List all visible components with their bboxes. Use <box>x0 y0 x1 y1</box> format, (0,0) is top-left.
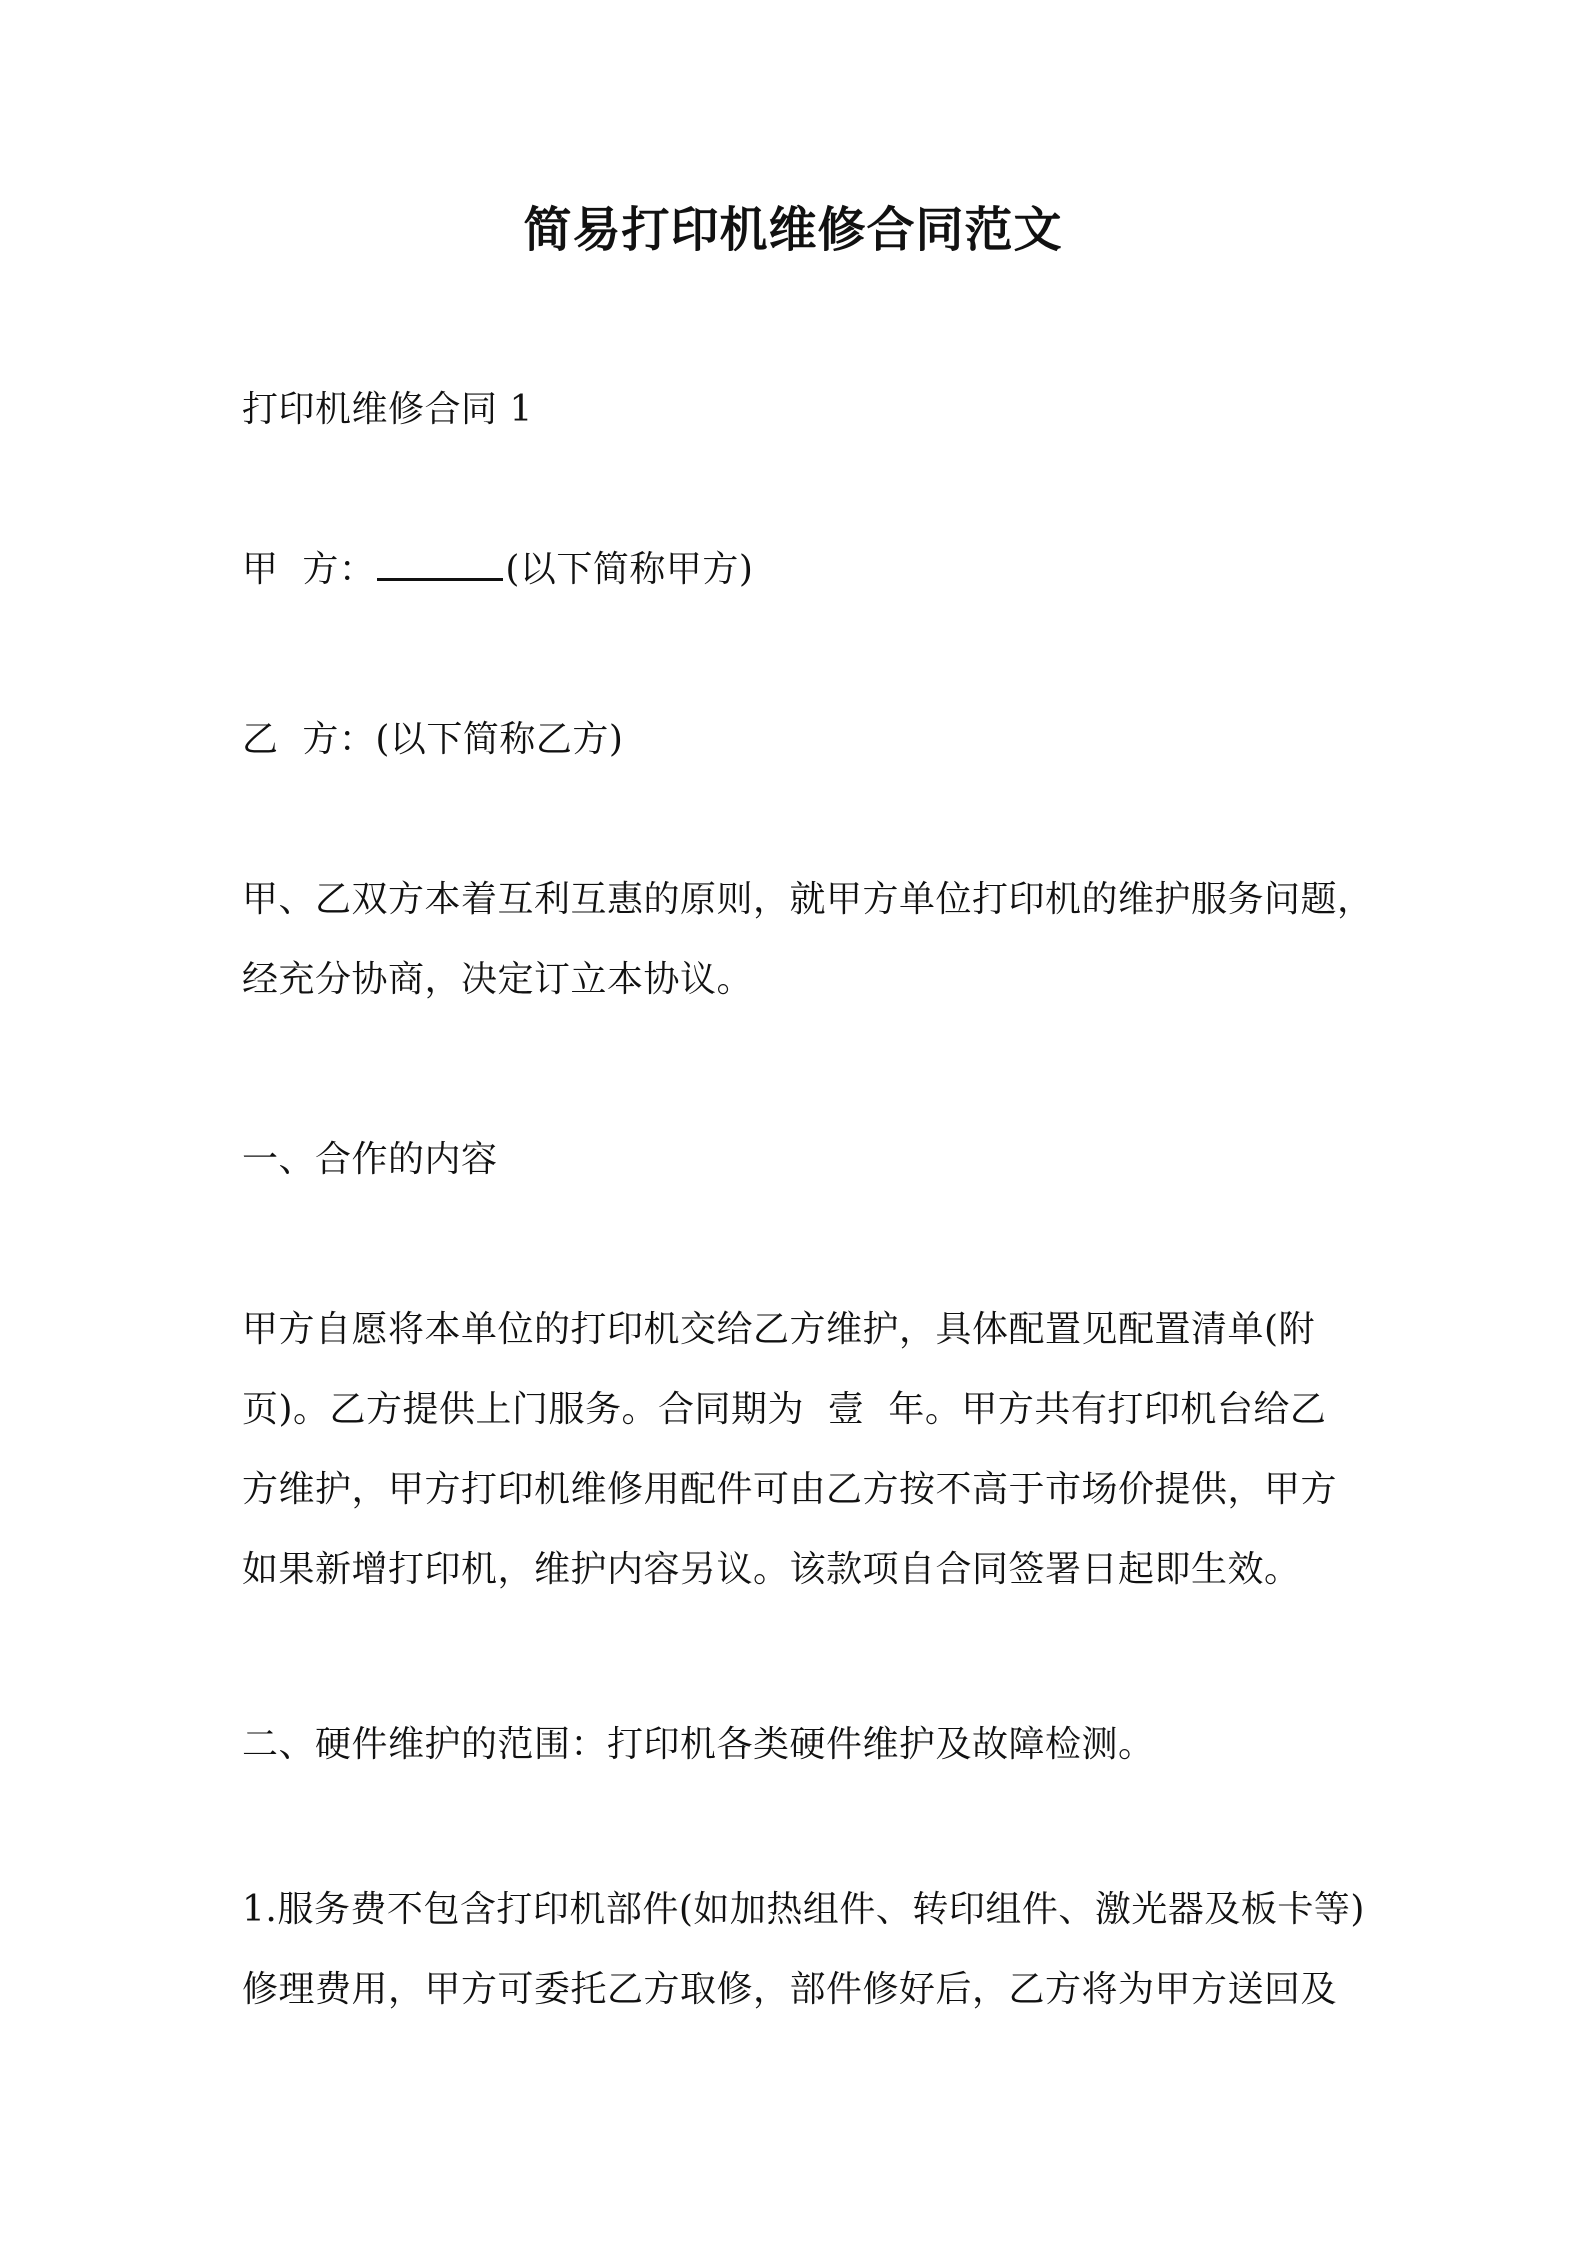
contract-subtitle: 打印机维修合同 1 <box>242 389 533 430</box>
section-1-line: 页)。乙方提供上门服务。合同期为 壹 年。甲方共有打印机台给乙 <box>242 1389 1327 1430</box>
item-1-line: 1.服务费不包含打印机部件(如加热组件、转印组件、激光器及板卡等) <box>242 1889 1365 1930</box>
intro-line: 经充分协商，决定订立本协议。 <box>242 959 754 1000</box>
section-1-line: 甲方自愿将本单位的打印机交给乙方维护，具体配置见配置清单(附 <box>242 1309 1316 1350</box>
intro-paragraph <box>242 860 1374 1020</box>
document-title: 简易打印机维修合同范文 <box>523 202 1063 258</box>
section-1-paragraph <box>242 1290 1362 1610</box>
party-b-line: 乙 方：(以下简称乙方) <box>242 719 624 760</box>
section-1-line: 如果新增打印机，维护内容另议。该款项自合同签署日起即生效。 <box>242 1549 1301 1590</box>
item-1-paragraph <box>242 1870 1365 2030</box>
intro-line: 甲、乙双方本着互利互惠的原则，就甲方单位打印机的维护服务问题， <box>242 879 1374 920</box>
item-1-line: 修理费用，甲方可委托乙方取修，部件修好后，乙方将为甲方送回及 <box>242 1969 1338 2010</box>
party-a-blank <box>377 548 503 581</box>
party-a-suffix: (以下简称甲方) <box>505 549 754 590</box>
party-a-line <box>242 530 1362 610</box>
section-2-heading: 二、硬件维护的范围：打印机各类硬件维护及故障检测。 <box>242 1724 1155 1765</box>
party-a-label: 甲 方： <box>242 549 376 590</box>
section-1-heading: 一、合作的内容 <box>242 1139 498 1180</box>
section-1-line: 方维护，甲方打印机维修用配件可由乙方按不高于市场价提供，甲方 <box>242 1469 1338 1510</box>
